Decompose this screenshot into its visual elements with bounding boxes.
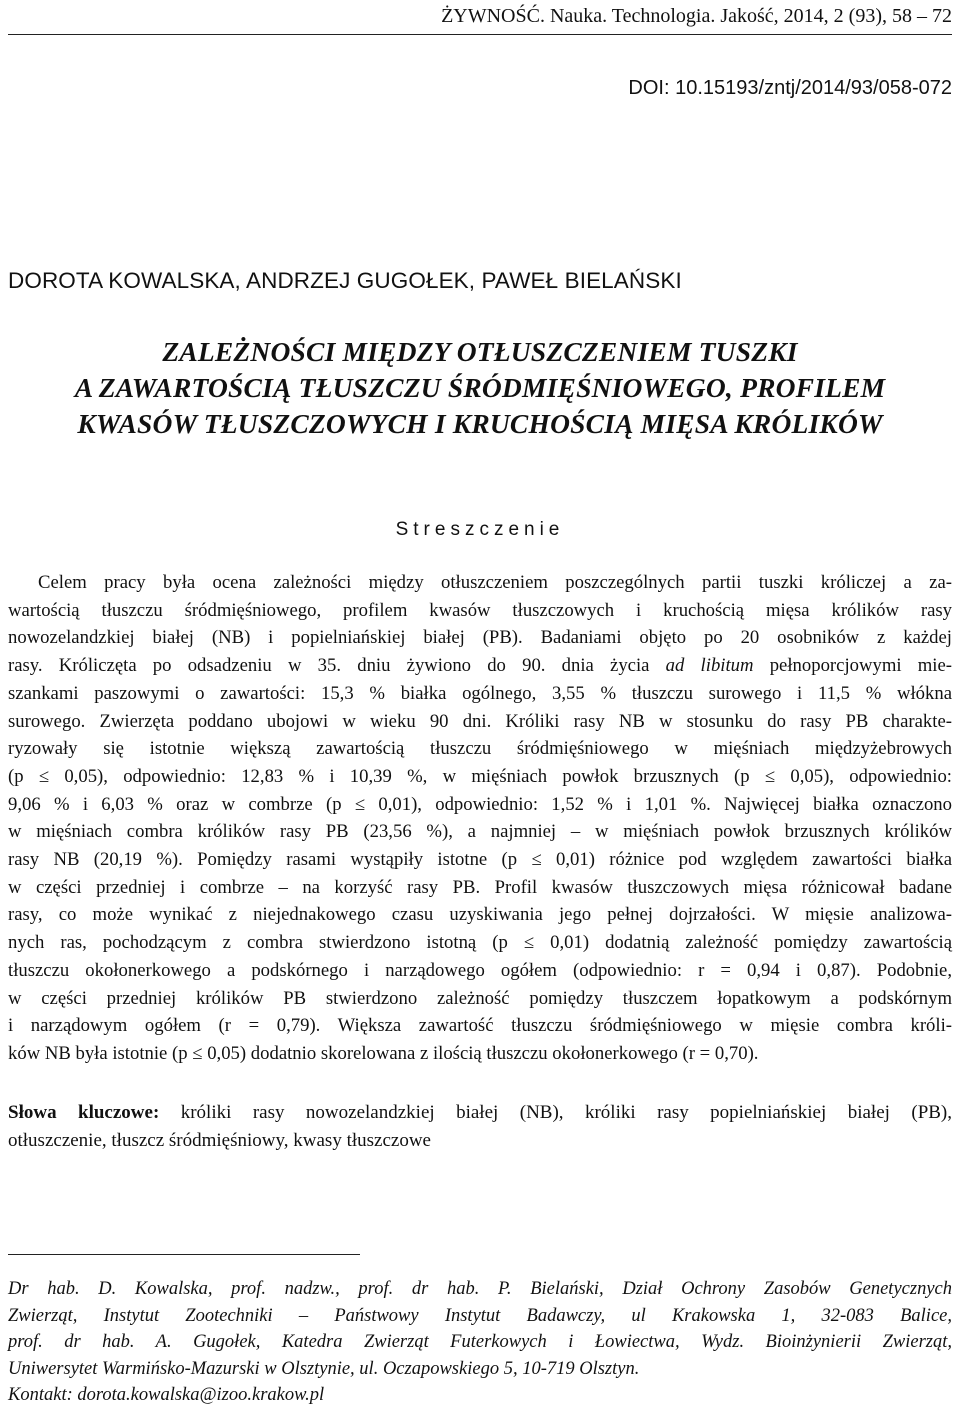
abstract-line: tłuszczu okołonerkowego a podskórnego i narządowego ogółem (odpowiednio: r = 0,94 i 0,87). Podobnie, [8,959,952,981]
abstract-line: 9,06 % i 6,03 % oraz w combrze (p ≤ 0,01), odpowiednio: 1,52 % i 1,01 %. Najwięcej białka oznaczono [8,793,952,815]
abstract-body [8,569,952,1068]
abstract-heading: Streszczenie [395,519,565,540]
doi[interactable]: DOI: 10.15193/zntj/2014/93/058-072 [628,77,952,99]
abstract-line: (p ≤ 0,05), odpowiednio: 12,83 % i 10,39 %, w mięśniach powłok brzusznych (p ≤ 0,05), odpowiednio: [8,765,952,787]
abstract-line: rasy. Króliczęta po odsadzeniu w 35. dniu żywiono do 90. dnia życia ad libitum pełnoporcjowymi mie- [8,655,952,677]
journal-citation: ŻYWNOŚĆ. Nauka. Technologia. Jakość, 2014, 2 (93), 58 – 72 [441,5,952,27]
ad-libitum-term: ad libitum [665,655,754,677]
contact-email[interactable]: Kontakt: dorota.kowalska@izoo.krakow.pl [8,1385,325,1405]
abstract-line: rasy NB (20,19 %). Pomiędzy rasami wystąpiły istotne (p ≤ 0,01) różnice pod względem zawartości białka [8,849,952,871]
abstract-line: i narządowym ogółem (r = 0,79). Większa zawartość tłuszczu śródmięśniowego w mięsie combra króli- [8,1015,952,1037]
abstract-line: w części przedniej i combrze – na korzyść rasy PB. Profil kwasów tłuszczowych mięsa różnicował badane [8,876,952,898]
footnote-line: Zwierząt, Instytut Zootechniki – Państwowy Instytut Badawczy, ul Krakowska 1, 32-083 Balice, [8,1305,952,1326]
footnote-line: prof. dr hab. A. Gugołek, Katedra Zwierząt Futerkowych i Łowiectwa, Wydz. Bioinżynierii Zwierząt, [8,1332,952,1352]
abstract-line: szankami paszowymi o zawartości: 15,3 % białka ogólnego, 3,55 % tłuszczu surowego i 11,5 % włókna [8,682,952,704]
keywords-text: króliki rasy nowozelandzkiej białej (NB), króliki rasy popielniańskiej białej (PB), [159,1102,953,1123]
abstract-line: ków NB była istotnie (p ≤ 0,05) dodatnio skorelowana z ilością tłuszczu okołonerkowego (r = 0,70). [8,1042,759,1064]
abstract-line: Celem pracy była ocena zależności między otłuszczeniem poszczególnych partii tuszki króliczej a za- [38,572,952,593]
author-affiliations [8,1276,952,1409]
keywords-line: otłuszczenie, tłuszcz śródmięśniowy, kwasy tłuszczowe [8,1130,431,1151]
title-line: A ZAWARTOŚCIĄ TŁUSZCZU ŚRÓDMIĘŚNIOWEGO, PROFILEM [74,372,886,403]
keywords-label: Słowa kluczowe: [8,1102,160,1123]
footnote-rule [8,1254,360,1255]
abstract-line: surowego. Zwierzęta poddano ubojowi w wieku 90 dni. Króliki rasy NB w stosunku do rasy PB charakte- [8,710,952,732]
title-line: ZALEŻNOŚCI MIĘDZY OTŁUSZCZENIEM TUSZKI [162,336,798,367]
footnote-line: Dr hab. D. Kowalska, prof. nadzw., prof. dr hab. P. Bielański, Dział Ochrony Zasobów Genetycznych [8,1279,952,1299]
paper-title [0,334,960,442]
abstract-line: ryzowały się istotnie większą zawartością tłuszczu śródmięśniowego w mięśniach międzyżebrowych [8,738,952,760]
header-rule [8,34,952,35]
abstract-line: nych ras, pochodzącym z combra stwierdzono istotną (p ≤ 0,01) dodatnią zależność pomiędzy zawartością [8,932,952,954]
abstract-line: nowozelandzkiej białej (NB) i popielniańskiej białej (PB). Badaniami objęto po 20 osobników z każdej [8,627,952,649]
keywords [8,1099,952,1155]
keywords-line [8,1099,952,1127]
authors: DOROTA KOWALSKA, ANDRZEJ GUGOŁEK, PAWEŁ BIELAŃSKI [8,268,682,293]
abstract-line: rasy, co może wynikać z niejednakowego czasu uzyskiwania jego pełnej dojrzałości. W mięsie analizowa- [8,904,952,926]
footnote-line: Uniwersytet Warmińsko-Mazurski w Olsztynie, ul. Oczapowskiego 5, 10-719 Olsztyn. [8,1358,640,1379]
abstract-line: w mięśniach combra królików rasy PB (23,56 %), a najmniej – w mięśniach powłok brzusznych królików [8,821,952,843]
title-line: KWASÓW TŁUSZCZOWYCH I KRUCHOŚCIĄ MIĘSA KRÓLIKÓW [77,408,883,439]
abstract-line: w części przedniej królików PB stwierdzono zależność pomiędzy tłuszczem łopatkowym a podskórnym [8,987,952,1009]
abstract-line: wartością tłuszczu śródmięśniowego, profilem kwasów tłuszczowych i kruchością mięsa królików rasy [8,599,952,621]
